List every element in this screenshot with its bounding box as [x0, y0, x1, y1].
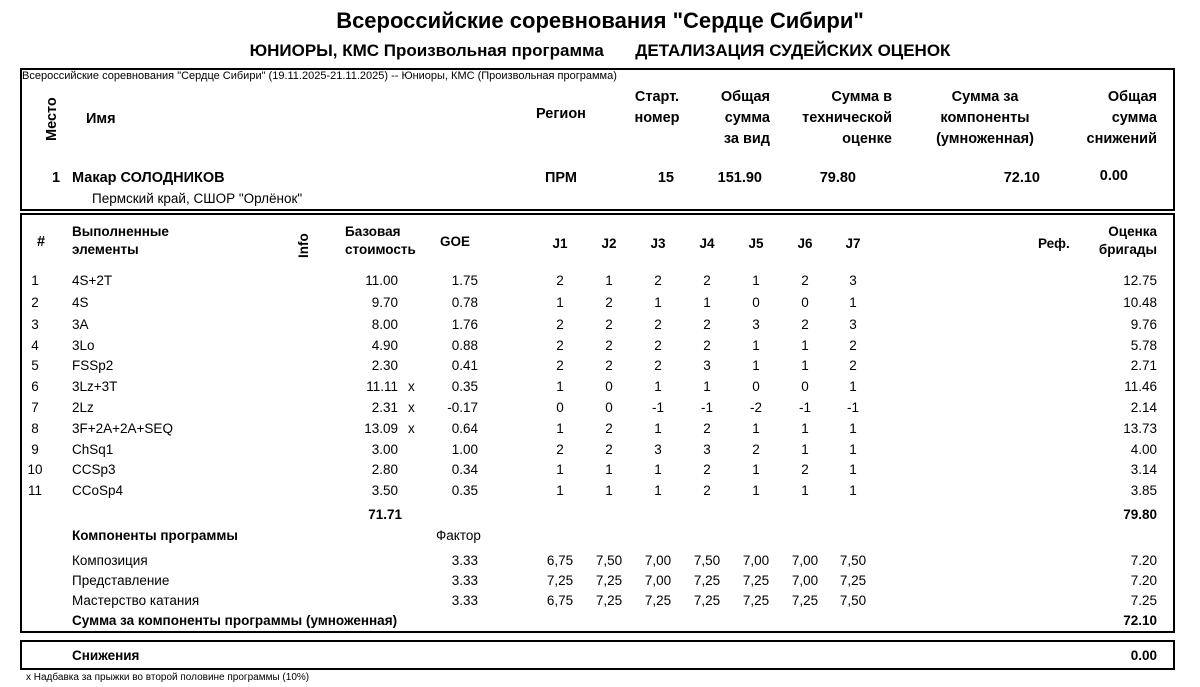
- element-judge-4: 2: [703, 483, 711, 498]
- element-goe: 0.34: [451, 462, 478, 477]
- component-judge-2: 7,25: [595, 573, 623, 588]
- element-judge-2: 2: [605, 295, 613, 310]
- element-num: 3: [31, 317, 39, 332]
- judge-header-3: J3: [650, 236, 666, 251]
- element-judge-2: 0: [605, 379, 613, 394]
- element-info: x: [408, 421, 415, 436]
- component-judge-7: 7,50: [839, 553, 867, 568]
- header-pcs: [920, 87, 1050, 150]
- element-judge-1: 2: [556, 338, 564, 353]
- element-name: 3F+2A+2A+SEQ: [72, 421, 173, 436]
- tes-total: 79.80: [1123, 507, 1157, 522]
- elements-header-panel: [1060, 223, 1157, 259]
- header-name: Имя: [86, 111, 116, 127]
- component-score: 7.25: [1130, 593, 1157, 608]
- skater-pcs: 72.10: [1003, 170, 1040, 186]
- elements-header-base-l1: Базовая: [345, 224, 401, 239]
- element-num: 10: [27, 462, 43, 477]
- element-judge-6: 1: [801, 483, 809, 498]
- header-start-no-l1: Старт.: [634, 89, 680, 105]
- element-judge-2: 2: [605, 442, 613, 457]
- component-judge-6: 7,00: [791, 553, 819, 568]
- header-total-l1: Общая: [720, 89, 770, 105]
- component-judge-1: 6,75: [546, 553, 574, 568]
- component-judge-4: 7,25: [693, 573, 721, 588]
- element-name: FSSp2: [72, 358, 114, 373]
- factor-label: Фактор: [436, 528, 481, 543]
- header-pcs-l2: компоненты: [940, 110, 1030, 126]
- elements-header-panel-l1: Оценка: [1108, 224, 1157, 239]
- element-judge-7: 2: [849, 338, 857, 353]
- component-name: Мастерство катания: [72, 593, 200, 608]
- skater-start-no: 15: [657, 170, 674, 186]
- element-judge-6: 1: [801, 442, 809, 457]
- element-base: 11.00: [365, 273, 398, 288]
- element-judge-3: 1: [654, 462, 662, 477]
- skater-total: 151.90: [717, 170, 762, 186]
- component-judge-3: 7,00: [644, 573, 672, 588]
- component-judge-5: 7,25: [742, 573, 770, 588]
- element-panel-score: 9.76: [1130, 317, 1157, 332]
- element-judge-6: 2: [801, 317, 809, 332]
- component-name: Композиция: [72, 553, 148, 568]
- deductions-box: [20, 640, 1175, 670]
- element-judge-5: 1: [752, 338, 760, 353]
- element-judge-5: 1: [752, 358, 760, 373]
- element-judge-1: 2: [556, 442, 564, 457]
- deductions-total: 0.00: [1130, 648, 1157, 663]
- element-goe: 0.35: [451, 483, 478, 498]
- judge-header-6: J6: [797, 236, 813, 251]
- deductions-label: Снижения: [72, 648, 140, 663]
- component-judge-4: 7,25: [693, 593, 721, 608]
- element-judge-7: 1: [849, 442, 857, 457]
- element-judge-3: -1: [651, 400, 664, 415]
- element-judge-2: 1: [605, 462, 613, 477]
- judge-header-1: J1: [552, 236, 568, 251]
- skater-place: 1: [52, 170, 61, 186]
- element-judge-5: 1: [752, 483, 760, 498]
- element-judge-5: 0: [752, 379, 760, 394]
- component-judge-6: 7,25: [791, 593, 819, 608]
- element-name: 4S: [72, 295, 89, 310]
- element-judge-7: 3: [849, 273, 857, 288]
- header-tes-l1: Сумма в: [831, 89, 892, 105]
- component-judge-5: 7,25: [742, 593, 770, 608]
- element-num: 8: [31, 421, 39, 436]
- component-judge-1: 7,25: [546, 573, 574, 588]
- footnote: x Надбавка за прыжки во второй половине программы (10%): [26, 672, 310, 683]
- element-judge-4: 2: [703, 421, 711, 436]
- element-judge-7: 2: [849, 358, 857, 373]
- element-name: 2Lz: [72, 400, 94, 415]
- element-name: CCSp3: [72, 462, 116, 477]
- element-base: 11.11: [366, 379, 398, 394]
- element-judge-3: 1: [654, 483, 662, 498]
- element-info: x: [408, 400, 415, 415]
- element-name: 3A: [72, 317, 89, 332]
- element-judge-7: 1: [849, 421, 857, 436]
- element-judge-7: 1: [849, 379, 857, 394]
- element-judge-3: 2: [654, 317, 662, 332]
- element-judge-3: 3: [654, 442, 662, 457]
- element-panel-score: 3.14: [1130, 462, 1157, 477]
- header-total-l2: сумма: [724, 110, 770, 126]
- element-judge-4: 2: [703, 338, 711, 353]
- element-name: ChSq1: [72, 442, 114, 457]
- element-judge-4: 2: [703, 273, 711, 288]
- element-judge-1: 1: [556, 483, 564, 498]
- element-goe: 0.35: [451, 379, 478, 394]
- element-judge-5: 0: [752, 295, 760, 310]
- element-base: 8.00: [371, 317, 398, 332]
- element-goe: 0.41: [451, 358, 478, 373]
- element-judge-2: 2: [605, 421, 613, 436]
- header-region: Регион: [536, 106, 586, 122]
- element-goe: -0.17: [447, 400, 478, 415]
- element-judge-1: 1: [556, 462, 564, 477]
- element-judge-6: 1: [801, 358, 809, 373]
- element-base: 3.00: [371, 442, 398, 457]
- header-deductions-l3: снижений: [1086, 131, 1157, 147]
- element-num: 6: [31, 379, 39, 394]
- element-judge-6: 2: [801, 462, 809, 477]
- component-score: 7.20: [1130, 573, 1157, 588]
- element-num: 1: [31, 273, 39, 288]
- element-judge-3: 2: [654, 273, 662, 288]
- component-factor: 3.33: [451, 553, 478, 568]
- component-judge-7: 7,25: [839, 573, 867, 588]
- component-judge-2: 7,25: [595, 593, 623, 608]
- component-judge-3: 7,00: [644, 553, 672, 568]
- element-panel-score: 11.46: [1124, 379, 1157, 394]
- element-judge-3: 2: [654, 338, 662, 353]
- element-judge-4: 1: [703, 379, 711, 394]
- element-goe: 1.00: [451, 442, 478, 457]
- element-judge-7: -1: [846, 400, 859, 415]
- elements-header-num: #: [37, 234, 46, 250]
- element-judge-5: 3: [752, 317, 760, 332]
- element-goe: 1.75: [451, 273, 478, 288]
- element-judge-3: 1: [654, 295, 662, 310]
- header-total: [690, 87, 770, 150]
- elements-header-goe: GOE: [440, 234, 471, 249]
- element-judge-5: 1: [752, 421, 760, 436]
- elements-header-ref: Реф.: [1038, 236, 1070, 251]
- element-goe: 1.76: [451, 317, 478, 332]
- element-goe: 0.88: [451, 338, 478, 353]
- element-name: 3Lz+3T: [72, 379, 118, 394]
- element-base: 9.70: [371, 295, 398, 310]
- element-base: 13.09: [364, 421, 398, 436]
- element-judge-6: -1: [798, 400, 811, 415]
- element-judge-2: 1: [605, 273, 613, 288]
- judge-header-4: J4: [699, 236, 715, 251]
- element-panel-score: 4.00: [1130, 442, 1157, 457]
- element-judge-7: 1: [849, 483, 857, 498]
- element-panel-score: 10.48: [1123, 295, 1157, 310]
- element-panel-score: 5.78: [1130, 338, 1157, 353]
- judge-header-5: J5: [748, 236, 764, 251]
- element-judge-6: 0: [801, 295, 809, 310]
- element-judge-1: 1: [556, 295, 564, 310]
- header-start-no-l2: номер: [634, 110, 680, 126]
- element-name: 4S+2T: [72, 273, 113, 288]
- judge-header-2: J2: [601, 236, 617, 251]
- element-num: 11: [27, 483, 42, 498]
- component-factor: 3.33: [451, 573, 478, 588]
- element-goe: 0.78: [451, 295, 478, 310]
- components-label: Компоненты программы: [72, 528, 238, 543]
- element-num: 4: [31, 338, 39, 353]
- element-judge-1: 1: [556, 421, 564, 436]
- elements-header-panel-l2: бригады: [1098, 242, 1157, 257]
- component-name: Представление: [72, 573, 170, 588]
- elements-header-base-l2: стоимость: [345, 242, 416, 257]
- element-info: x: [408, 379, 415, 394]
- base-total: 71.71: [368, 507, 402, 522]
- element-panel-score: 3.85: [1130, 483, 1157, 498]
- element-num: 9: [31, 442, 39, 457]
- skater-deductions: 0.00: [1099, 168, 1128, 184]
- element-base: 2.30: [371, 358, 398, 373]
- component-judge-2: 7,50: [595, 553, 623, 568]
- element-panel-score: 2.71: [1130, 358, 1157, 373]
- skater-club: Пермский край, СШОР "Орлёнок": [92, 191, 303, 206]
- element-judge-4: -1: [700, 400, 713, 415]
- element-judge-5: -2: [749, 400, 762, 415]
- elements-header-elements: [72, 223, 169, 259]
- element-judge-6: 1: [801, 338, 809, 353]
- element-num: 5: [31, 358, 39, 373]
- elements-header-base: [345, 223, 416, 259]
- skater-name: Макар СОЛОДНИКОВ: [72, 170, 225, 186]
- element-base: 2.31: [371, 400, 398, 415]
- element-judge-5: 1: [752, 462, 760, 477]
- skater-region: ПРМ: [545, 170, 577, 186]
- header-pcs-l1: Сумма за: [951, 89, 1019, 105]
- component-judge-6: 7,00: [791, 573, 819, 588]
- element-name: CCoSp4: [72, 483, 124, 498]
- header-place: Место: [44, 97, 60, 141]
- header-tes-l2: технической: [802, 110, 892, 126]
- header-deductions-l1: Общая: [1107, 89, 1157, 105]
- subtitle-category: ЮНИОРЫ, КМС Произвольная программа: [249, 41, 604, 60]
- element-judge-7: 1: [849, 295, 857, 310]
- element-judge-1: 2: [556, 317, 564, 332]
- component-score: 7.20: [1130, 553, 1157, 568]
- element-judge-1: 2: [556, 358, 564, 373]
- element-base: 4.90: [371, 338, 398, 353]
- component-judge-7: 7,50: [839, 593, 867, 608]
- element-judge-6: 0: [801, 379, 809, 394]
- element-panel-score: 2.14: [1130, 400, 1157, 415]
- element-judge-3: 1: [654, 379, 662, 394]
- header-deductions: [1060, 87, 1157, 150]
- element-base: 2.80: [371, 462, 398, 477]
- component-factor: 3.33: [451, 593, 478, 608]
- element-judge-5: 1: [752, 273, 760, 288]
- elements-header-elements-l1: Выполненные: [72, 224, 169, 239]
- element-judge-5: 2: [752, 442, 760, 457]
- element-judge-1: 0: [556, 400, 564, 415]
- element-panel-score: 13.73: [1123, 421, 1157, 436]
- component-judge-5: 7,00: [742, 553, 770, 568]
- page-title: Всероссийские соревнования "Сердце Сибири": [336, 8, 864, 33]
- element-judge-1: 2: [556, 273, 564, 288]
- element-panel-score: 12.75: [1123, 273, 1157, 288]
- components-total: 72.10: [1123, 613, 1157, 628]
- element-judge-1: 1: [556, 379, 564, 394]
- subtitle-report: ДЕТАЛИЗАЦИЯ СУДЕЙСКИХ ОЦЕНОК: [635, 41, 951, 60]
- element-base: 3.50: [371, 483, 398, 498]
- components-total-label: Сумма за компоненты программы (умноженная): [72, 613, 398, 628]
- component-judge-4: 7,50: [693, 553, 721, 568]
- element-num: 2: [31, 295, 39, 310]
- element-num: 7: [31, 400, 39, 415]
- header-pcs-l3: (умноженная): [936, 131, 1034, 147]
- element-name: 3Lo: [72, 338, 95, 353]
- element-goe: 0.64: [451, 421, 478, 436]
- skater-tes: 79.80: [819, 170, 856, 186]
- element-judge-4: 2: [703, 462, 711, 477]
- elements-header-info: Info: [296, 233, 311, 258]
- elements-header-elements-l2: элементы: [72, 242, 139, 257]
- element-judge-3: 1: [654, 421, 662, 436]
- component-judge-1: 6,75: [546, 593, 574, 608]
- event-line: Всероссийские соревнования "Сердце Сибири" (19.11.2025-21.11.2025) -- Юниоры, КМС (Произвольная программа): [22, 70, 617, 82]
- element-judge-2: 2: [605, 317, 613, 332]
- header-tes-l3: оценке: [842, 131, 892, 147]
- header-deductions-l2: сумма: [1111, 110, 1157, 126]
- header-start-no: [617, 87, 697, 129]
- header-total-l3: за вид: [723, 131, 770, 147]
- element-judge-2: 0: [605, 400, 613, 415]
- page-subtitle: [0, 41, 1200, 61]
- element-judge-3: 2: [654, 358, 662, 373]
- element-judge-6: 2: [801, 273, 809, 288]
- element-judge-2: 2: [605, 358, 613, 373]
- element-judge-2: 2: [605, 338, 613, 353]
- element-judge-7: 1: [849, 462, 857, 477]
- element-judge-7: 3: [849, 317, 857, 332]
- element-judge-4: 2: [703, 317, 711, 332]
- component-judge-3: 7,25: [644, 593, 672, 608]
- element-judge-4: 1: [703, 295, 711, 310]
- header-tes: [780, 87, 892, 150]
- element-judge-4: 3: [703, 442, 711, 457]
- judge-header-7: J7: [845, 236, 861, 251]
- element-judge-2: 1: [605, 483, 613, 498]
- element-judge-4: 3: [703, 358, 711, 373]
- element-judge-6: 1: [801, 421, 809, 436]
